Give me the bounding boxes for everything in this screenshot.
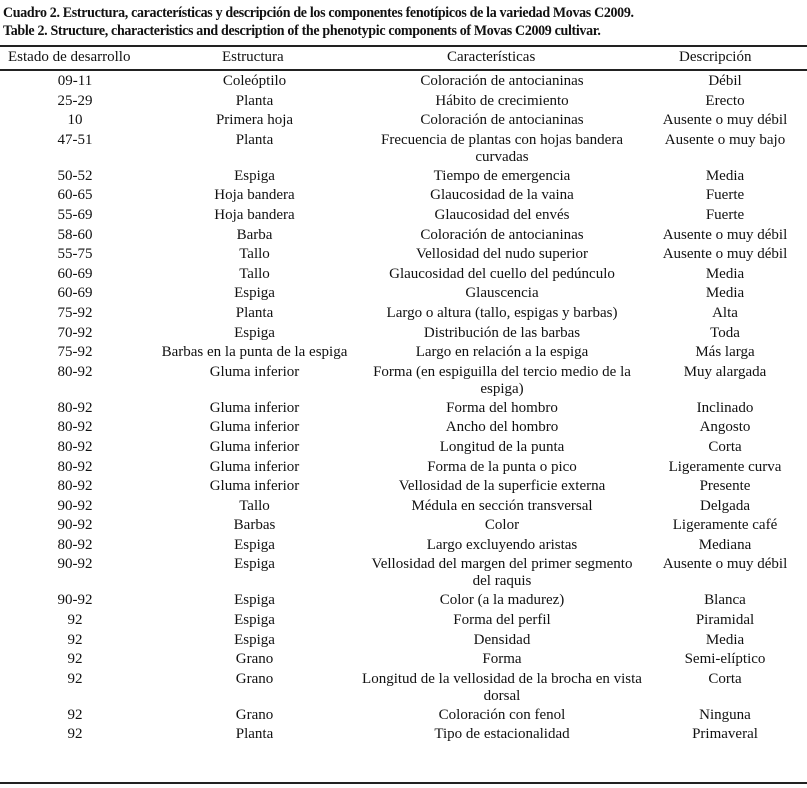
cell-caracteristica: Longitud de la punta — [439, 438, 565, 455]
cell-estado: 80-92 — [57, 458, 93, 475]
cell-descripcion: Media — [705, 265, 745, 282]
cell-estructura: Gluma inferior — [209, 419, 300, 436]
cell-caracteristica: Forma — [482, 651, 522, 668]
cell-descripcion: Fuerte — [705, 187, 745, 204]
table-row — [0, 649, 807, 669]
cell-estado: 80-92 — [57, 363, 93, 380]
table-body — [0, 71, 807, 744]
table-row — [0, 303, 807, 323]
cell-estado: 75-92 — [57, 304, 93, 321]
cell-estado: 55-75 — [57, 246, 93, 263]
cell-estructura: Gluma inferior — [209, 458, 300, 475]
table-row — [0, 724, 807, 744]
cell-caracteristica: Tipo de estacionalidad — [434, 726, 570, 743]
cell-descripcion: Débil — [708, 73, 742, 89]
cell-estado: 90-92 — [57, 517, 93, 534]
cell-descripcion: Corta — [708, 438, 742, 455]
cell-descripcion: Toda — [710, 324, 740, 341]
cell-caracteristica: Hábito de crecimiento — [435, 92, 569, 109]
cell-estructura: Grano — [235, 651, 274, 668]
cell-estado: 25-29 — [57, 92, 93, 109]
cell-caracteristica: Tiempo de emergencia — [433, 167, 571, 184]
cell-estado: 60-65 — [57, 187, 93, 204]
cell-caracteristica: Médula en sección transversal — [411, 497, 593, 514]
header-estructura: Estructura — [222, 49, 284, 65]
table-bottom-rule — [0, 782, 807, 784]
cell-estructura: Espiga — [234, 324, 275, 341]
table-row — [0, 610, 807, 630]
cell-descripcion: Ninguna — [699, 706, 751, 723]
cell-descripcion: Media — [705, 285, 745, 302]
cell-estructura: Grano — [235, 706, 274, 723]
cell-estructura: Espiga — [234, 536, 275, 553]
cell-estructura: Hoja bandera — [214, 187, 295, 204]
cell-estado: 47-51 — [57, 131, 93, 148]
cell-estado: 55-69 — [57, 206, 93, 223]
table-caption — [3, 4, 634, 40]
cell-estructura: Tallo — [239, 246, 270, 263]
cell-estado: 70-92 — [57, 324, 93, 341]
header-estado: Estado de desarrollo — [8, 49, 131, 65]
cell-estado: 90-92 — [57, 592, 93, 609]
table-row — [0, 554, 807, 590]
caption-spanish: Cuadro 2. Estructura, características y descripción de los componentes fenotípicos de la variedad Movas C2009. — [3, 4, 634, 21]
cell-caracteristica: Distribución de las barbas — [423, 324, 581, 341]
table-row — [0, 476, 807, 496]
cell-estado: 10 — [67, 112, 83, 129]
cell-descripcion: Ligeramente café — [672, 517, 778, 534]
cell-estructura: Tallo — [239, 497, 270, 514]
cell-estructura: Espiga — [234, 167, 275, 184]
cell-caracteristica: Coloración con fenol — [438, 706, 566, 723]
cell-descripcion: Angosto — [699, 419, 751, 436]
cell-estado: 92 — [67, 631, 83, 648]
cell-estructura: Barba — [236, 226, 273, 243]
cell-caracteristica: Frecuencia de plantas con hojas bandera curvadas — [381, 131, 623, 165]
cell-caracteristica: Glaucosidad del cuello del pedúnculo — [389, 265, 615, 282]
cell-estructura: Espiga — [234, 592, 275, 609]
cell-estado: 90-92 — [57, 556, 93, 573]
cell-estado: 60-69 — [57, 285, 93, 302]
table-row — [0, 705, 807, 725]
cell-estructura: Planta — [235, 726, 274, 743]
cell-estructura: Hoja bandera — [214, 206, 295, 223]
cell-estructura: Barbas en la punta de la espiga — [161, 344, 348, 361]
cell-caracteristica: Largo excluyendo aristas — [426, 536, 578, 553]
table-row — [0, 185, 807, 205]
table-row — [0, 323, 807, 343]
cell-caracteristica: Forma del perfil — [453, 612, 551, 629]
table-row — [0, 283, 807, 303]
cell-estructura: Coleóptilo — [222, 73, 287, 89]
cell-estructura: Planta — [235, 304, 274, 321]
cell-descripcion: Ausente o muy bajo — [664, 131, 786, 148]
cell-estado: 80-92 — [57, 419, 93, 436]
caption-english: Table 2. Structure, characteristics and description of the phenotypic components of Movas C2009 cultivar. — [3, 22, 601, 39]
cell-descripcion: Media — [705, 631, 745, 648]
table-row — [0, 71, 807, 91]
cell-descripcion: Semi-elíptico — [684, 651, 766, 668]
table-row — [0, 496, 807, 516]
table-row — [0, 205, 807, 225]
table-row — [0, 264, 807, 284]
cell-estado: 92 — [67, 612, 83, 629]
table-row — [0, 362, 807, 398]
cell-estado: 92 — [67, 670, 83, 687]
cell-caracteristica: Largo o altura (tallo, espigas y barbas) — [386, 304, 618, 321]
table-row — [0, 225, 807, 245]
cell-estructura: Grano — [235, 670, 274, 687]
cell-estructura: Gluma inferior — [209, 438, 300, 455]
cell-estructura: Gluma inferior — [209, 399, 300, 416]
cell-descripcion: Inclinado — [696, 399, 754, 416]
cell-caracteristica: Largo en relación a la espiga — [415, 344, 589, 361]
cell-estado: 09-11 — [57, 73, 93, 89]
cell-descripcion: Ausente o muy débil — [662, 112, 788, 129]
cell-caracteristica: Forma (en espiguilla del tercio medio de la espiga) — [373, 363, 631, 397]
cell-estructura: Primera hoja — [215, 112, 294, 129]
table-row — [0, 342, 807, 362]
table-row — [0, 669, 807, 705]
cell-caracteristica: Coloración de antocianinas — [420, 73, 584, 89]
cell-caracteristica: Glaucosidad de la vaina — [430, 187, 574, 204]
cell-estado: 60-69 — [57, 265, 93, 282]
cell-estructura: Planta — [235, 92, 274, 109]
cell-descripcion: Ausente o muy débil — [662, 246, 788, 263]
cell-descripcion: Ausente o muy débil — [662, 226, 788, 243]
table-row — [0, 590, 807, 610]
table-row — [0, 630, 807, 650]
header-caracteristicas: Características — [447, 49, 536, 65]
table-header — [0, 46, 807, 68]
cell-estado: 80-92 — [57, 536, 93, 553]
cell-estado: 92 — [67, 726, 83, 743]
cell-descripcion: Piramidal — [695, 612, 755, 629]
cell-estado: 50-52 — [57, 167, 93, 184]
cell-descripcion: Muy alargada — [683, 363, 767, 380]
cell-estructura: Espiga — [234, 285, 275, 302]
table-row — [0, 166, 807, 186]
cell-estado: 80-92 — [57, 438, 93, 455]
table-row — [0, 457, 807, 477]
cell-estructura: Tallo — [239, 265, 270, 282]
cell-caracteristica: Longitud de la vellosidad de la brocha en vista dorsal — [362, 670, 642, 704]
cell-caracteristica: Coloración de antocianinas — [420, 112, 584, 129]
cell-descripcion: Más larga — [695, 344, 755, 361]
cell-caracteristica: Glauscencia — [465, 285, 539, 302]
cell-descripcion: Media — [705, 167, 745, 184]
cell-estructura: Barbas — [233, 517, 276, 534]
table-row — [0, 130, 807, 166]
cell-descripcion: Blanca — [704, 592, 746, 609]
table-row — [0, 91, 807, 111]
cell-estado: 80-92 — [57, 399, 93, 416]
cell-estructura: Gluma inferior — [209, 363, 300, 380]
cell-estado: 92 — [67, 651, 83, 668]
cell-descripcion: Primaveral — [692, 726, 758, 743]
cell-caracteristica: Color — [484, 517, 520, 534]
cell-caracteristica: Glaucosidad del envés — [434, 206, 570, 223]
cell-caracteristica: Vellosidad del margen del primer segmento del raquis — [371, 556, 633, 590]
cell-descripcion: Ligeramente curva — [668, 458, 782, 475]
table-row — [0, 535, 807, 555]
cell-estado: 92 — [67, 706, 83, 723]
cell-estructura: Espiga — [234, 612, 275, 629]
cell-descripcion: Presente — [699, 478, 751, 495]
cell-descripcion: Alta — [712, 304, 738, 321]
cell-descripcion: Delgada — [700, 497, 750, 514]
cell-estado: 75-92 — [57, 344, 93, 361]
cell-estructura: Espiga — [234, 556, 275, 573]
cell-caracteristica: Densidad — [473, 631, 531, 648]
table-row — [0, 110, 807, 130]
cell-caracteristica: Forma del hombro — [446, 399, 558, 416]
table-row — [0, 398, 807, 418]
table-row — [0, 417, 807, 437]
cell-descripcion: Erecto — [705, 92, 745, 109]
cell-estado: 58-60 — [57, 226, 93, 243]
cell-estado: 90-92 — [57, 497, 93, 514]
cell-caracteristica: Vellosidad del nudo superior — [415, 246, 589, 263]
cell-caracteristica: Color (a la madurez) — [439, 592, 565, 609]
header-descripcion: Descripción — [679, 49, 752, 65]
cell-descripcion: Fuerte — [705, 206, 745, 223]
cell-descripcion: Ausente o muy débil — [662, 556, 788, 573]
cell-descripcion: Corta — [708, 670, 742, 687]
cell-caracteristica: Ancho del hombro — [445, 419, 559, 436]
table-row — [0, 244, 807, 264]
cell-estructura: Planta — [235, 131, 274, 148]
cell-caracteristica: Coloración de antocianinas — [420, 226, 584, 243]
table-row — [0, 437, 807, 457]
cell-estructura: Gluma inferior — [209, 478, 300, 495]
cell-estructura: Espiga — [234, 631, 275, 648]
cell-caracteristica: Vellosidad de la superficie externa — [398, 478, 606, 495]
cell-descripcion: Mediana — [698, 536, 752, 553]
cell-caracteristica: Forma de la punta o pico — [427, 458, 577, 475]
cell-estado: 80-92 — [57, 478, 93, 495]
table-row — [0, 515, 807, 535]
